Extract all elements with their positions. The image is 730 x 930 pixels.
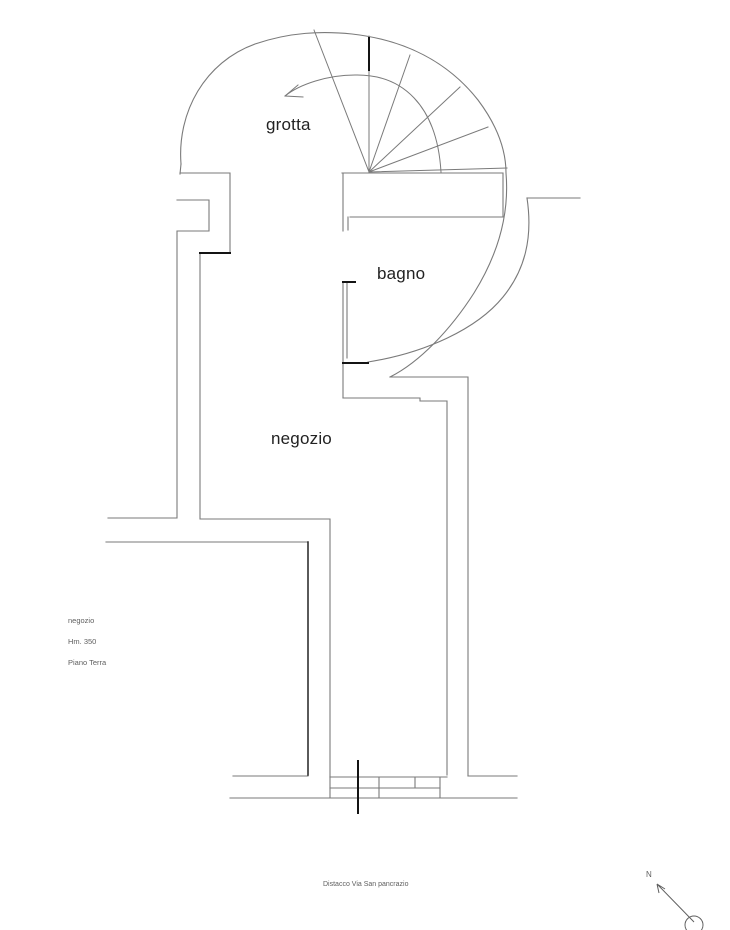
info-line-room: negozio	[68, 616, 95, 625]
spiral-staircase	[285, 30, 507, 172]
info-line-floor: Piano Terra	[68, 658, 107, 667]
walls	[106, 33, 580, 798]
bottom-walls	[230, 776, 517, 798]
north-arrow-line	[657, 884, 694, 922]
room-label-bagno: bagno	[377, 264, 426, 283]
stair-tread-lines	[314, 30, 507, 172]
caption-text: Distacco Via San pancrazio	[323, 881, 409, 888]
north-arrow	[646, 870, 703, 930]
dark-wall-segments	[200, 38, 369, 813]
corridor-right-wall	[343, 377, 468, 776]
north-label: N	[646, 870, 652, 879]
room-label-negozio: negozio	[271, 429, 332, 448]
negozio-left-wall	[106, 173, 330, 777]
info-line-height: Hm. 350	[68, 637, 97, 646]
room-label-grotta: grotta	[266, 115, 311, 134]
north-arrow-circle	[685, 916, 703, 930]
bagno-left-wall	[343, 283, 347, 398]
info-block	[68, 616, 107, 667]
bagno-top-wall	[342, 173, 503, 231]
